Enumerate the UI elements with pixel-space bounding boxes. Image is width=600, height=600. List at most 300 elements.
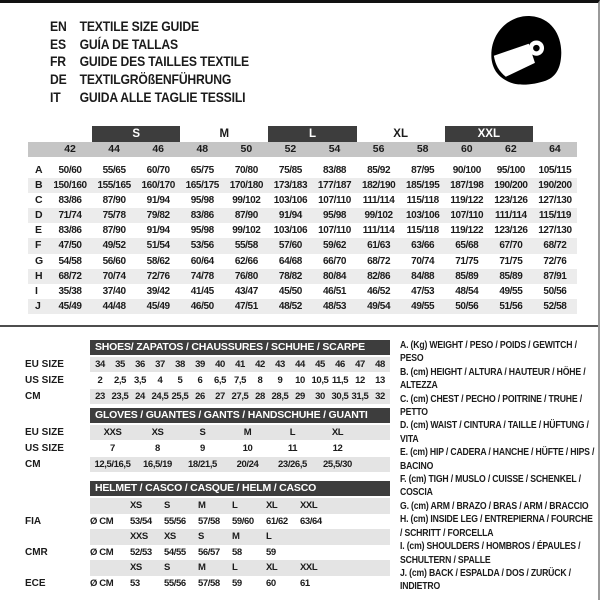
- measurement-value: 115/118: [406, 195, 439, 207]
- measurement-value: 85/89: [455, 270, 479, 282]
- measurement-value: 85/92: [367, 165, 391, 176]
- measurement-value: 53/56: [190, 240, 214, 252]
- helmet-size-value: 53: [130, 577, 140, 589]
- measurement-value: 55/65: [102, 165, 126, 176]
- row-band: [90, 545, 390, 561]
- unit-spacer: [90, 498, 130, 514]
- measurement-row: [28, 163, 577, 178]
- legend-entry: I. (cm) SHOULDERS / HOMBROS / ÉPAULES / SCHULTERN / SPALLE: [400, 541, 581, 566]
- size-value: 48: [375, 359, 385, 370]
- size-value: 27,5: [231, 391, 249, 402]
- size-value: 11: [287, 443, 298, 454]
- helmet-size-label: M: [232, 531, 240, 542]
- helmet-rows: [25, 498, 390, 591]
- helmet-size-label: M: [198, 500, 206, 511]
- size-value: 37: [155, 359, 165, 370]
- measurement-value: 72/76: [543, 255, 567, 267]
- measurement-value: 63/66: [411, 240, 435, 252]
- helmet-size-table: [25, 481, 390, 591]
- legend-entry: J. (cm) BACK / ESPALDA / DOS / ZURÜCK / INDIETRO: [400, 567, 571, 593]
- measurement-value: 127/130: [538, 195, 572, 207]
- language-row: [50, 35, 249, 53]
- shoes-table-title: SHOES/ ZAPATOS / CHAUSSURES / SCHUHE / SCARPE: [90, 340, 390, 355]
- size-value: 44: [295, 359, 305, 370]
- size-value: 23: [95, 391, 105, 402]
- size-row: [25, 373, 390, 388]
- size-group-label: M: [219, 128, 230, 140]
- measurement-value: 182/190: [361, 180, 396, 192]
- measurement-value: 111/114: [362, 195, 395, 207]
- unit-spacer: [90, 560, 130, 576]
- row-letter: A: [35, 164, 43, 176]
- size-value: 27: [215, 391, 225, 402]
- measurement-value: 50/56: [455, 300, 479, 312]
- size-value: 31,5: [351, 391, 369, 402]
- size-number: 64: [549, 143, 561, 155]
- size-value: 8: [155, 443, 160, 454]
- helmet-size-label: XL: [266, 500, 278, 511]
- size-value: 4: [157, 375, 163, 386]
- measurement-value: 95/98: [323, 210, 347, 222]
- row-label: CM: [25, 459, 41, 470]
- row-band: [90, 514, 390, 530]
- gloves-table-title: GLOVES / GUANTES / GANTS / HANDSCHUHE / GUANTI: [90, 408, 390, 423]
- size-group-label: XL: [393, 128, 408, 140]
- measurement-value: 99/102: [232, 225, 261, 237]
- row-letter: D: [35, 209, 43, 222]
- measurement-value: 41/45: [190, 285, 214, 297]
- size-value: 7: [110, 443, 115, 454]
- size-value: 39: [195, 359, 205, 370]
- measurement-value: 50/56: [543, 285, 567, 297]
- helmet-size-label-row: [25, 498, 390, 514]
- helmet-size-label: L: [266, 531, 272, 542]
- helmet-size-value: 61/62: [266, 515, 288, 527]
- helmet-size-label: L: [232, 562, 238, 573]
- measurement-row: [28, 284, 577, 299]
- measurement-value: 64/68: [278, 255, 302, 267]
- size-value: 47: [355, 359, 365, 370]
- measurement-value: 107/110: [318, 225, 351, 237]
- measurement-value: 85/89: [499, 270, 523, 282]
- row-label: US SIZE: [25, 375, 64, 386]
- measurement-value: 155/165: [97, 180, 131, 192]
- measurement-value: 72/76: [146, 270, 170, 282]
- measurement-value: 173/183: [273, 180, 308, 192]
- helmet-size-value: 54/55: [164, 546, 186, 558]
- measurement-value: 99/102: [232, 195, 261, 207]
- helmet-icon: [480, 7, 566, 93]
- helmet-size-value: 57/58: [198, 577, 220, 589]
- measurement-value: 177/187: [317, 180, 352, 192]
- measurement-value: 83/88: [323, 165, 347, 176]
- size-number: 42: [64, 143, 76, 155]
- size-value: 10: [242, 443, 253, 454]
- measurement-value: 70/74: [411, 255, 435, 267]
- measurement-value: 47/51: [234, 300, 258, 312]
- standard-name: ECE: [25, 577, 46, 589]
- measurement-value: 75/85: [278, 165, 302, 176]
- measurement-value: 119/122: [450, 225, 484, 237]
- row-letter: H: [35, 269, 43, 282]
- measurement-value: 87/90: [102, 225, 126, 237]
- size-value: 24: [135, 391, 145, 402]
- size-value: 5: [177, 375, 183, 386]
- size-value: 23,5: [111, 391, 129, 402]
- letter-column-spacer: [28, 142, 48, 157]
- legend-entry: F. (cm) TIGH / MUSLO / CUISSE / SCHENKEL / COSCIA: [400, 474, 581, 499]
- measurement-value: 74/78: [190, 270, 214, 282]
- measurement-value: 187/198: [450, 180, 484, 192]
- size-value: XS: [151, 427, 164, 438]
- measurement-value: 58/62: [146, 255, 170, 267]
- size-number: 56: [372, 143, 385, 155]
- size-row: [25, 457, 390, 472]
- measurement-value: 59/62: [323, 240, 347, 252]
- language-title: GUIDA ALLE TAGLIE TESSILI: [79, 89, 246, 106]
- row-letter: B: [35, 179, 43, 192]
- size-value: 8: [257, 375, 263, 386]
- helmet-size-value: 55/56: [164, 515, 186, 527]
- measurement-value: 103/106: [273, 195, 308, 207]
- row-label-spacer: [25, 560, 90, 576]
- measurement-value: 49/54: [367, 300, 391, 312]
- row-band: [90, 529, 390, 545]
- measurement-value: 76/80: [234, 270, 258, 282]
- size-value: 36: [135, 359, 145, 370]
- helmet-size-value: 56/57: [198, 546, 220, 558]
- diameter-unit: Ø CM: [90, 577, 114, 589]
- language-row: [50, 17, 249, 35]
- helmet-size-value: 63/64: [300, 515, 322, 527]
- row-label: US SIZE: [25, 443, 64, 454]
- helmet-size-label: XXL: [300, 562, 318, 573]
- legend-entry: B. (cm) HEIGHT / ALTURA / HAUTEUR / HÖHE / ALTEZZA: [400, 366, 586, 392]
- size-value: 9: [200, 443, 205, 454]
- measurement-value: 60/64: [190, 255, 214, 267]
- size-value: 29: [295, 391, 305, 402]
- size-value: 35: [115, 359, 125, 370]
- row-label: EU SIZE: [25, 359, 64, 370]
- language-title: TEXTILGRÖßENFÜHRUNG: [79, 71, 232, 88]
- size-value: 41: [235, 359, 245, 370]
- measurement-row: [28, 193, 577, 208]
- size-number: 48: [196, 143, 209, 155]
- language-title: GUIDE DES TAILLES TEXTILE: [79, 53, 249, 70]
- size-group-label: S: [92, 126, 180, 142]
- measurement-value: 70/80: [234, 165, 258, 176]
- measurement-legend: [400, 339, 596, 594]
- size-number: 62: [505, 143, 517, 155]
- size-number: 54: [328, 143, 341, 155]
- size-group-label: L: [268, 126, 356, 142]
- size-value: 12: [332, 443, 343, 454]
- measurement-value: 91/94: [278, 210, 302, 222]
- legend-entry: C. (cm) CHEST / PECHO / POITRINE / TRUHE / PETTO: [400, 393, 582, 419]
- size-value: 24,5: [151, 391, 169, 402]
- measurement-value: 68/72: [58, 270, 82, 282]
- size-value: 28: [255, 391, 265, 402]
- measurement-value: 50/60: [58, 165, 82, 176]
- row-letter: E: [35, 224, 43, 237]
- language-row: [50, 88, 249, 106]
- helmet-size-label: S: [164, 562, 170, 573]
- size-value: 40: [215, 359, 225, 370]
- measurement-value: 99/102: [364, 210, 393, 222]
- size-group-header-row: [28, 126, 577, 142]
- row-label: CM: [25, 391, 41, 402]
- size-value: S: [199, 427, 206, 438]
- row-letter: F: [35, 239, 42, 252]
- shoes-size-table: [25, 340, 390, 405]
- measurement-rows: [28, 163, 577, 314]
- measurement-value: 95/100: [496, 165, 525, 176]
- measurement-value: 52/58: [543, 300, 567, 312]
- measurement-value: 80/84: [323, 270, 347, 282]
- size-value: 6: [197, 375, 203, 386]
- size-value: 26: [195, 391, 205, 402]
- measurement-value: 49/52: [102, 240, 126, 252]
- helmet-size-label-row: [25, 560, 390, 576]
- helmet-size-label: XS: [130, 562, 142, 573]
- helmet-size-value: 58: [232, 546, 242, 558]
- row-label-spacer: [25, 529, 90, 545]
- size-value: 3,5: [133, 375, 146, 386]
- size-value: 6,5: [213, 375, 226, 386]
- measurement-value: 95/98: [190, 225, 214, 237]
- helmet-size-label-row: [25, 529, 390, 545]
- measurement-value: 45/49: [146, 300, 170, 312]
- measurement-value: 44/48: [102, 300, 126, 312]
- unit-spacer: [90, 529, 130, 545]
- row-letter: G: [35, 254, 44, 267]
- measurement-value: 46/52: [367, 285, 391, 297]
- language-title-list: [50, 17, 249, 106]
- language-row: [50, 53, 249, 71]
- measurement-value: 48/52: [278, 300, 302, 312]
- size-value: 11,5: [331, 375, 349, 386]
- row-label-spacer: [25, 498, 90, 514]
- measurement-value: 51/54: [146, 240, 170, 252]
- measurement-value: 127/130: [538, 225, 572, 237]
- helmet-size-label: XXL: [300, 500, 318, 511]
- numeric-size-row: [28, 142, 577, 157]
- diameter-unit: Ø CM: [90, 515, 114, 527]
- gloves-rows: [25, 425, 390, 472]
- language-code: IT: [50, 89, 61, 106]
- helmet-size-value: 61: [300, 577, 310, 589]
- measurement-value: 65/68: [455, 240, 479, 252]
- size-value: 38: [175, 359, 185, 370]
- measurement-value: 75/78: [102, 210, 126, 222]
- measurement-value: 48/53: [323, 300, 347, 312]
- row-letter: I: [35, 284, 38, 297]
- measurement-value: 111/114: [362, 225, 395, 237]
- helmet-size-value: 55/56: [164, 577, 186, 589]
- measurement-value: 48/54: [455, 285, 479, 297]
- helmet-table-title: HELMET / CASCO / CASQUE / HELM / CASCO: [90, 481, 390, 496]
- measurement-value: 190/200: [538, 180, 572, 192]
- legend-entry: G. (cm) ARM / BRAZO / BRAS / ARM / BRACCIO: [400, 500, 589, 512]
- measurement-value: 83/86: [190, 210, 214, 222]
- language-code: FR: [50, 53, 66, 70]
- shoes-rows: [25, 357, 390, 404]
- measurement-value: 83/86: [58, 225, 82, 237]
- size-value: 32: [375, 391, 385, 402]
- measurement-row: [28, 299, 577, 314]
- measurement-value: 49/55: [411, 300, 435, 312]
- measurement-value: 56/60: [102, 255, 126, 267]
- measurement-value: 71/75: [499, 255, 523, 267]
- section-divider: [0, 325, 600, 327]
- size-number: 60: [460, 143, 473, 155]
- size-row: [25, 425, 390, 440]
- measurement-value: 67/70: [499, 240, 523, 252]
- language-title: TEXTILE SIZE GUIDE: [79, 17, 199, 34]
- helmet-size-label: M: [198, 562, 206, 573]
- measurement-value: 87/90: [234, 210, 258, 222]
- legend-entry: H. (cm) INSIDE LEG / ENTREPIERNA / FOURCHE / SCHRITT / FORCELLA: [400, 514, 593, 539]
- size-value: 12,5/16,5: [94, 459, 131, 470]
- measurement-value: 90/100: [452, 165, 481, 176]
- helmet-size-value: 59: [266, 546, 276, 558]
- size-row: [25, 357, 390, 372]
- row-band: [90, 576, 390, 592]
- measurement-value: 103/106: [406, 210, 440, 222]
- measurement-value: 45/50: [278, 285, 302, 297]
- size-value: 10,5: [311, 375, 329, 386]
- helmet-size-value: 59/60: [232, 515, 254, 527]
- language-code: ES: [50, 35, 66, 52]
- row-band: [90, 389, 390, 404]
- row-band: [90, 357, 390, 372]
- measurement-value: 46/50: [190, 300, 214, 312]
- measurement-value: 79/82: [146, 210, 170, 222]
- measurement-value: 160/170: [141, 180, 175, 192]
- row-label: EU SIZE: [25, 427, 64, 438]
- helmet-size-label: XS: [164, 531, 176, 542]
- helmet-size-label: S: [198, 531, 204, 542]
- measurement-value: 47/50: [58, 240, 82, 252]
- measurement-value: 185/195: [406, 180, 440, 192]
- measurement-value: 68/72: [543, 240, 567, 252]
- size-value: XXS: [103, 427, 122, 438]
- size-value: 25,5/30: [323, 459, 352, 470]
- row-band: [90, 425, 390, 440]
- size-value: 23/26,5: [278, 459, 307, 470]
- measurement-value: 57/60: [278, 240, 302, 252]
- measurement-row: [28, 238, 577, 253]
- measurement-value: 37/40: [102, 285, 126, 297]
- measurement-value: 87/90: [102, 195, 126, 207]
- measurement-row: [28, 208, 577, 223]
- measurement-value: 91/94: [146, 195, 170, 207]
- helmet-size-label: XL: [266, 562, 278, 573]
- measurement-value: 68/72: [367, 255, 391, 267]
- measurement-value: 55/58: [234, 240, 258, 252]
- measurement-value: 49/55: [499, 285, 523, 297]
- measurement-value: 39/42: [146, 285, 170, 297]
- measurement-value: 82/86: [367, 270, 391, 282]
- size-value: 20/24: [236, 459, 259, 470]
- row-band: [90, 441, 390, 456]
- size-number: 52: [284, 143, 297, 155]
- size-value: 18/21,5: [188, 459, 217, 470]
- standard-name: CMR: [25, 546, 48, 558]
- helmet-size-label: L: [232, 500, 238, 511]
- measurement-value: 45/49: [58, 300, 82, 312]
- helmet-size-label: XS: [130, 500, 142, 511]
- measurement-value: 87/91: [543, 270, 567, 282]
- measurement-value: 103/106: [273, 225, 308, 237]
- measurement-value: 105/115: [538, 165, 572, 176]
- size-value: M: [243, 427, 252, 438]
- helmet-size-value: 53/54: [130, 515, 152, 527]
- measurement-value: 87/95: [411, 165, 435, 176]
- measurement-value: 91/94: [146, 225, 170, 237]
- row-band: [90, 560, 390, 576]
- textile-size-table: [28, 126, 577, 314]
- size-value: 2: [97, 375, 103, 386]
- measurement-value: 115/118: [406, 225, 439, 237]
- language-row: [50, 70, 249, 88]
- measurement-row: [28, 269, 577, 284]
- size-value: 2,5: [113, 375, 126, 386]
- size-number: 50: [240, 143, 253, 155]
- measurement-value: 123/126: [494, 195, 528, 207]
- measurement-row: [28, 254, 577, 269]
- helmet-size-label: XXS: [130, 531, 148, 542]
- size-row: [25, 441, 390, 456]
- size-value: 13: [375, 375, 385, 386]
- measurement-value: 170/180: [229, 180, 264, 192]
- measurement-value: 62/66: [234, 255, 258, 267]
- size-value: 28,5: [271, 391, 289, 402]
- size-row: [25, 389, 390, 404]
- size-group-label: XXL: [445, 126, 533, 142]
- diameter-unit: Ø CM: [90, 546, 114, 558]
- size-number: 44: [108, 143, 120, 155]
- helmet-size-value: 59: [232, 577, 242, 589]
- helmet-value-row: [25, 576, 390, 592]
- language-title: GUÍA DE TALLAS: [79, 35, 178, 52]
- size-value: 46: [335, 359, 345, 370]
- size-value: 25,5: [171, 391, 189, 402]
- measurement-value: 66/70: [323, 255, 347, 267]
- size-value: 10: [295, 375, 305, 386]
- measurement-value: 165/175: [185, 180, 219, 192]
- measurement-row: [28, 223, 577, 238]
- size-value: L: [289, 427, 296, 438]
- measurement-value: 190/200: [494, 180, 528, 192]
- measurement-value: 95/98: [190, 195, 214, 207]
- helmet-value-row: [25, 514, 390, 530]
- size-number: 46: [152, 143, 165, 155]
- measurement-row: [28, 178, 577, 193]
- measurement-value: 43/47: [234, 285, 258, 297]
- standard-name: FIA: [25, 515, 42, 527]
- measurement-value: 111/114: [495, 210, 527, 222]
- helmet-value-row: [25, 545, 390, 561]
- language-code: DE: [50, 71, 67, 88]
- measurement-value: 115/119: [538, 210, 572, 222]
- measurement-value: 119/122: [450, 195, 484, 207]
- measurement-value: 123/126: [494, 225, 528, 237]
- size-value: 43: [275, 359, 285, 370]
- helmet-size-value: 52/53: [130, 546, 152, 558]
- measurement-value: 54/58: [58, 255, 82, 267]
- row-band: [90, 498, 390, 514]
